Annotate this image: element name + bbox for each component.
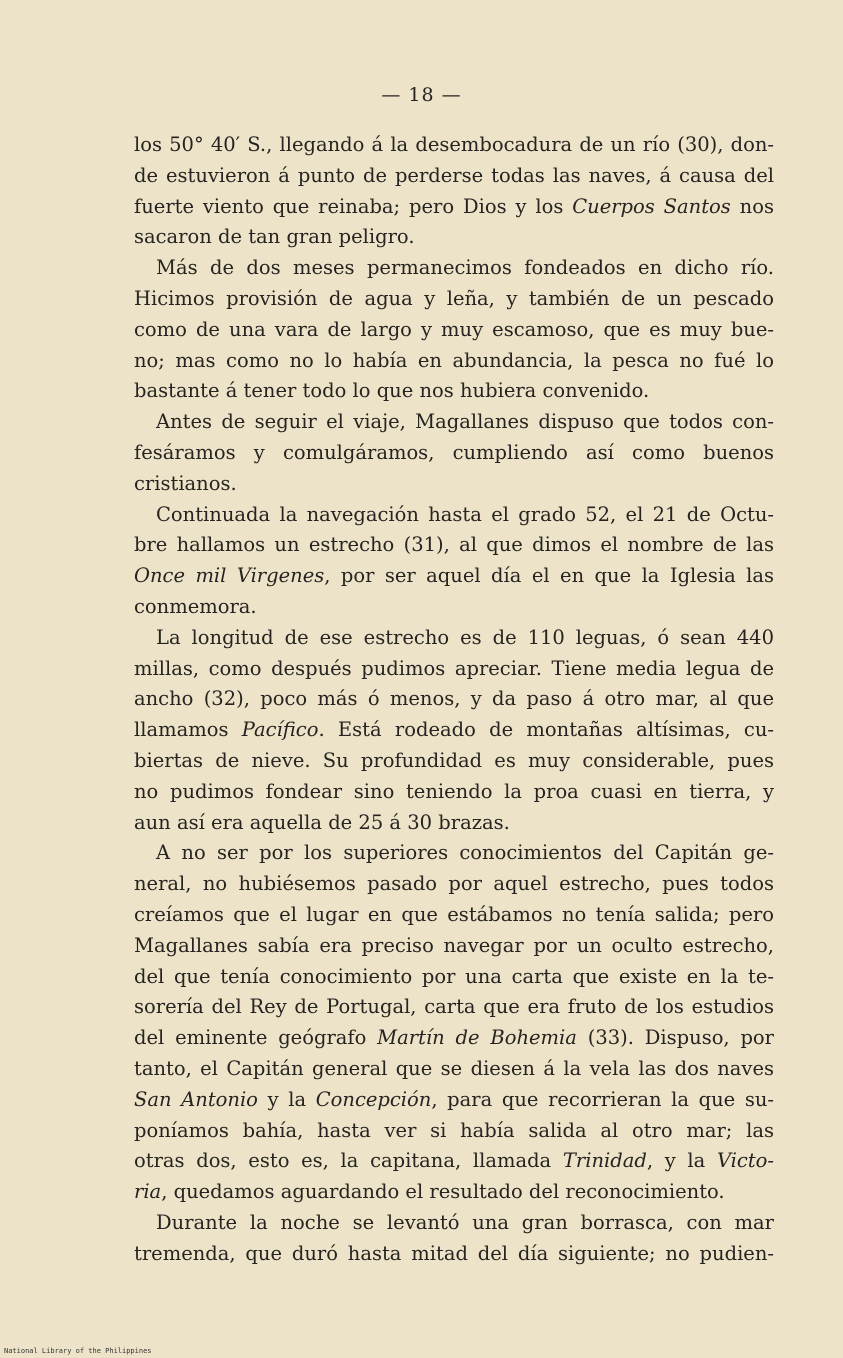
italic-term: Concepción — [315, 1087, 432, 1111]
text-line — [134, 130, 774, 161]
text-run: poníamos bahía, hasta ver si había salida al otro mar; las — [134, 1118, 774, 1142]
text-line — [134, 315, 774, 346]
text-run: del eminente geógrafo — [134, 1026, 378, 1050]
text-run: neral, no hubiésemos pasado por aquel estrecho, pues todos — [134, 872, 774, 896]
text-run: bastante á tener todo lo que nos hubiera convenido. — [134, 379, 650, 403]
text-line — [134, 469, 774, 500]
text-run: . Está rodeado de montañas altísimas, cu- — [318, 718, 774, 742]
body-text — [134, 130, 774, 1269]
text-line — [134, 530, 774, 561]
text-run: fesáramos y comulgáramos, cumpliendo así como buenos — [134, 440, 774, 464]
text-line — [134, 1208, 774, 1239]
italic-term: Pacífico — [241, 718, 319, 742]
text-run: Continuada la navegación hasta el grado 52, el 21 de Octu- — [156, 502, 774, 526]
text-run: millas, como después pudimos apreciar. Tiene media legua de — [134, 656, 774, 680]
text-line — [134, 561, 774, 592]
text-line — [134, 715, 774, 746]
text-line — [134, 962, 774, 993]
text-run: no; mas como no lo había en abundancia, la pesca no fué lo — [134, 348, 774, 372]
text-run: tanto, el Capitán general que se diesen á la vela las dos naves — [134, 1056, 774, 1080]
text-line — [134, 992, 774, 1023]
text-line — [134, 1116, 774, 1147]
italic-term: Trinidad — [562, 1149, 647, 1173]
text-line — [134, 438, 774, 469]
text-line — [134, 284, 774, 315]
text-line — [134, 777, 774, 808]
text-run: , por ser aquel día el en que la Iglesia las — [324, 564, 775, 588]
italic-term: ria — [134, 1180, 162, 1204]
text-line — [134, 376, 774, 407]
text-run: biertas de nieve. Su profundidad es muy considerable, pues — [134, 748, 774, 772]
italic-term: Martín de Bohemia — [377, 1026, 577, 1050]
text-run: nos — [730, 194, 774, 218]
text-run: ancho (32), poco más ó menos, y da paso á otro mar, al que — [134, 687, 774, 711]
text-run: sacaron de tan gran peligro. — [134, 225, 415, 249]
text-line — [134, 869, 774, 900]
text-run: fuerte viento que reinaba; pero Dios y los — [134, 194, 573, 218]
text-run: Durante la noche se levantó una gran borrasca, con mar — [156, 1210, 774, 1234]
italic-term: San Antonio — [134, 1087, 258, 1111]
text-line — [134, 1054, 774, 1085]
text-run: A no ser por los superiores conocimientos del Capitán ge- — [156, 841, 774, 865]
text-run: (33). Dispuso, por — [576, 1026, 774, 1050]
text-line — [134, 1085, 774, 1116]
text-line — [134, 900, 774, 931]
text-line — [134, 623, 774, 654]
text-run: del que tenía conocimiento por una carta que existe en la te- — [134, 964, 774, 988]
text-line — [134, 161, 774, 192]
text-run: de estuvieron á punto de perderse todas las naves, á causa del — [134, 163, 774, 187]
text-run: cristianos. — [134, 471, 237, 495]
text-line — [134, 500, 774, 531]
text-run: tremenda, que duró hasta mitad del día siguiente; no pudien- — [134, 1241, 774, 1265]
text-line — [134, 1239, 774, 1270]
text-run: Magallanes sabía era preciso navegar por un oculto estrecho, — [134, 933, 774, 957]
text-run: bre hallamos un estrecho (31), al que dimos el nombre de las — [134, 533, 774, 557]
text-line — [134, 253, 774, 284]
text-run: , para que recorrieran la que su- — [431, 1087, 775, 1111]
page-number: — 18 — — [381, 84, 462, 106]
text-line — [134, 808, 774, 839]
text-run: Hicimos provisión de agua y leña, y también de un pescado — [134, 286, 774, 310]
text-line — [134, 1177, 774, 1208]
text-line — [134, 931, 774, 962]
text-run: creíamos que el lugar en que estábamos no tenía salida; pero — [134, 902, 774, 926]
text-run: conmemora. — [134, 594, 257, 618]
text-line — [134, 654, 774, 685]
text-run: , y la — [646, 1149, 717, 1173]
text-run: y la — [257, 1087, 316, 1111]
text-line — [134, 346, 774, 377]
library-footer: National Library of the Philippines — [4, 1347, 152, 1355]
text-run: La longitud de ese estrecho es de 110 leguas, ó sean 440 — [156, 625, 774, 649]
text-line — [134, 1023, 774, 1054]
text-line — [134, 684, 774, 715]
text-run: aun así era aquella de 25 á 30 brazas. — [134, 810, 510, 834]
text-line — [134, 192, 774, 223]
text-line — [134, 592, 774, 623]
text-run: como de una vara de largo y muy escamoso, que es muy bue- — [134, 317, 774, 341]
text-run: no pudimos fondear sino teniendo la proa cuasi en tierra, y — [134, 779, 774, 803]
text-line — [134, 838, 774, 869]
text-run: Más de dos meses permanecimos fondeados en dicho río. — [156, 256, 774, 280]
italic-term: Cuerpos Santos — [572, 194, 731, 218]
text-run: , quedamos aguardando el resultado del reconocimiento. — [161, 1180, 725, 1204]
text-line — [134, 407, 774, 438]
text-run: los 50° 40′ S., llegando á la desembocadura de un río (30), don- — [134, 133, 774, 156]
italic-term: Victo- — [716, 1149, 774, 1173]
text-run: llamamos — [134, 718, 242, 742]
text-line — [134, 222, 774, 253]
text-line — [134, 1146, 774, 1177]
text-run: Antes de seguir el viaje, Magallanes dispuso que todos con- — [156, 410, 774, 434]
text-run: otras dos, esto es, la capitana, llamada — [134, 1149, 563, 1173]
text-line — [134, 746, 774, 777]
italic-term: Once mil Virgenes — [134, 564, 325, 588]
text-run: sorería del Rey de Portugal, carta que era fruto de los estudios — [134, 995, 774, 1019]
